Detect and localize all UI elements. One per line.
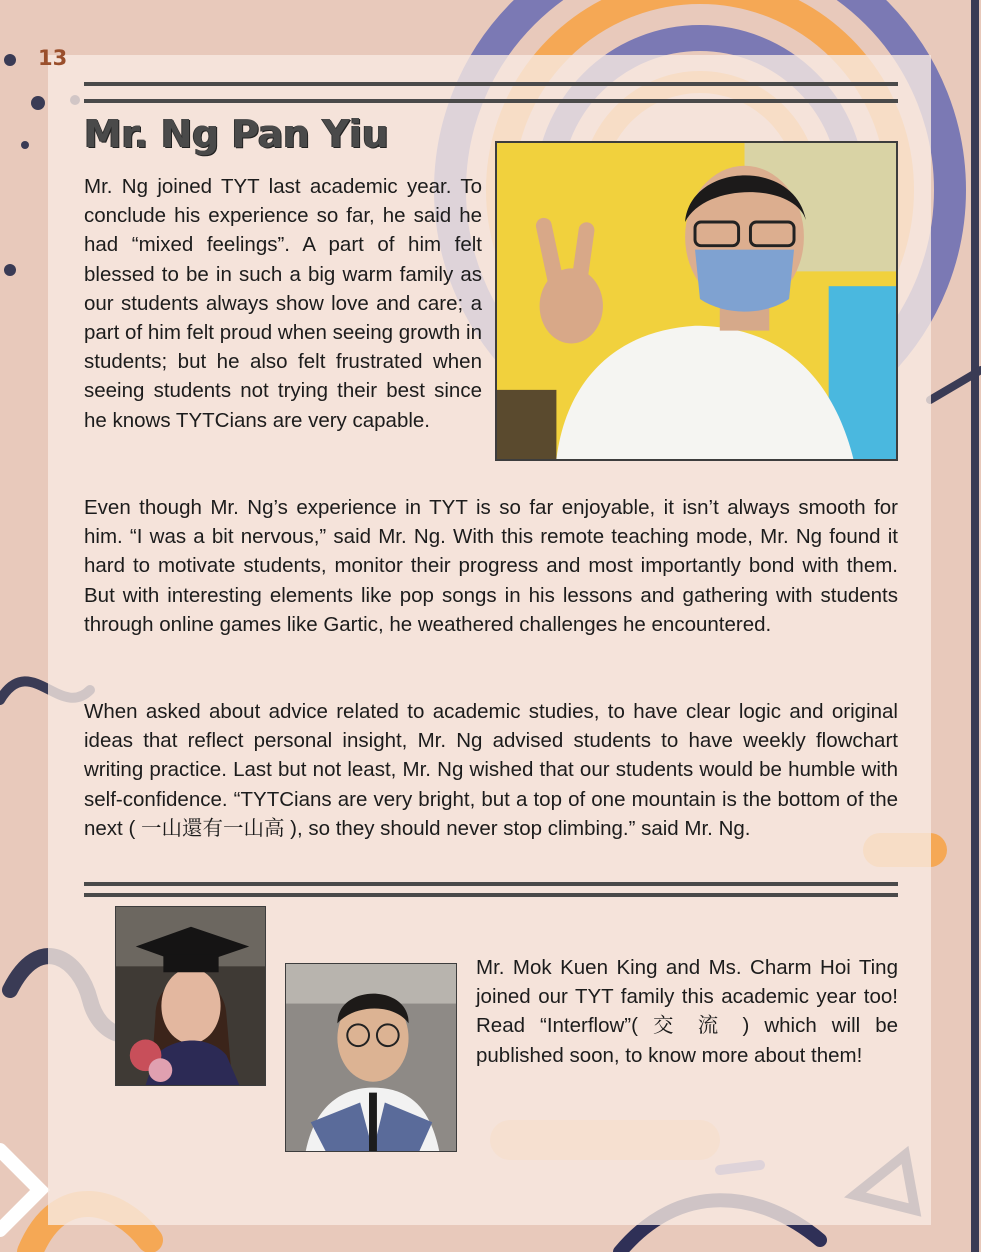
middle-rule-second: [84, 893, 898, 897]
footer-note: Mr. Mok Kuen King and Ms. Charm Hoi Ting joined our TYT family this academic year too! Read “Interflow”( 交 流 ) which will be published soon, to know more about them!: [476, 956, 898, 1067]
paragraph-advice: When asked about advice related to academic studies, to have clear logic and original ideas that reflect personal insight, Mr. Ng advised students to have weekly flowchart writing practice. Last but not least, Mr. Ng wished that our students would be humble with self-confidence. “TYTCians are very bright, but a top of one mountain is the bottom of the next ( 一山還有一山高 ), so they should never stop climbing.” said Mr. Ng.: [84, 700, 898, 840]
portrait-mr-mok: [285, 963, 457, 1152]
article-title: Mr. Ng Pan Yiu: [84, 112, 389, 156]
paragraph-challenges: Even though Mr. Ng’s experience in TYT is so far enjoyable, it isn’t always smooth for him. “I was a bit nervous,” said Mr. Ng. With this remote teaching mode, Mr. Ng found it hard to motivate students, monitor their progress and most importantly bond with them. But with interesting elements like pop songs in his lessons and gathering with students through online games like Gartic, he weathered challenges he encountered.: [84, 496, 898, 636]
middle-rule: [84, 882, 898, 886]
page-number: 13: [38, 46, 68, 70]
portrait-ms-charm: [115, 906, 266, 1086]
portrait-mr-ng: [495, 141, 898, 461]
top-rule-second: [84, 99, 898, 103]
top-rule: [84, 82, 898, 86]
paragraph-intro: Mr. Ng joined TYT last academic year. To conclude his experience so far, he said he had “mixed feelings”. A part of him felt blessed to be in such a big warm family as our students always show love and care; a part of him felt proud when seeing growth in students; but he also felt frustrated when seeing students not trying their best since he knows TYTCians are very capable.: [84, 175, 482, 432]
